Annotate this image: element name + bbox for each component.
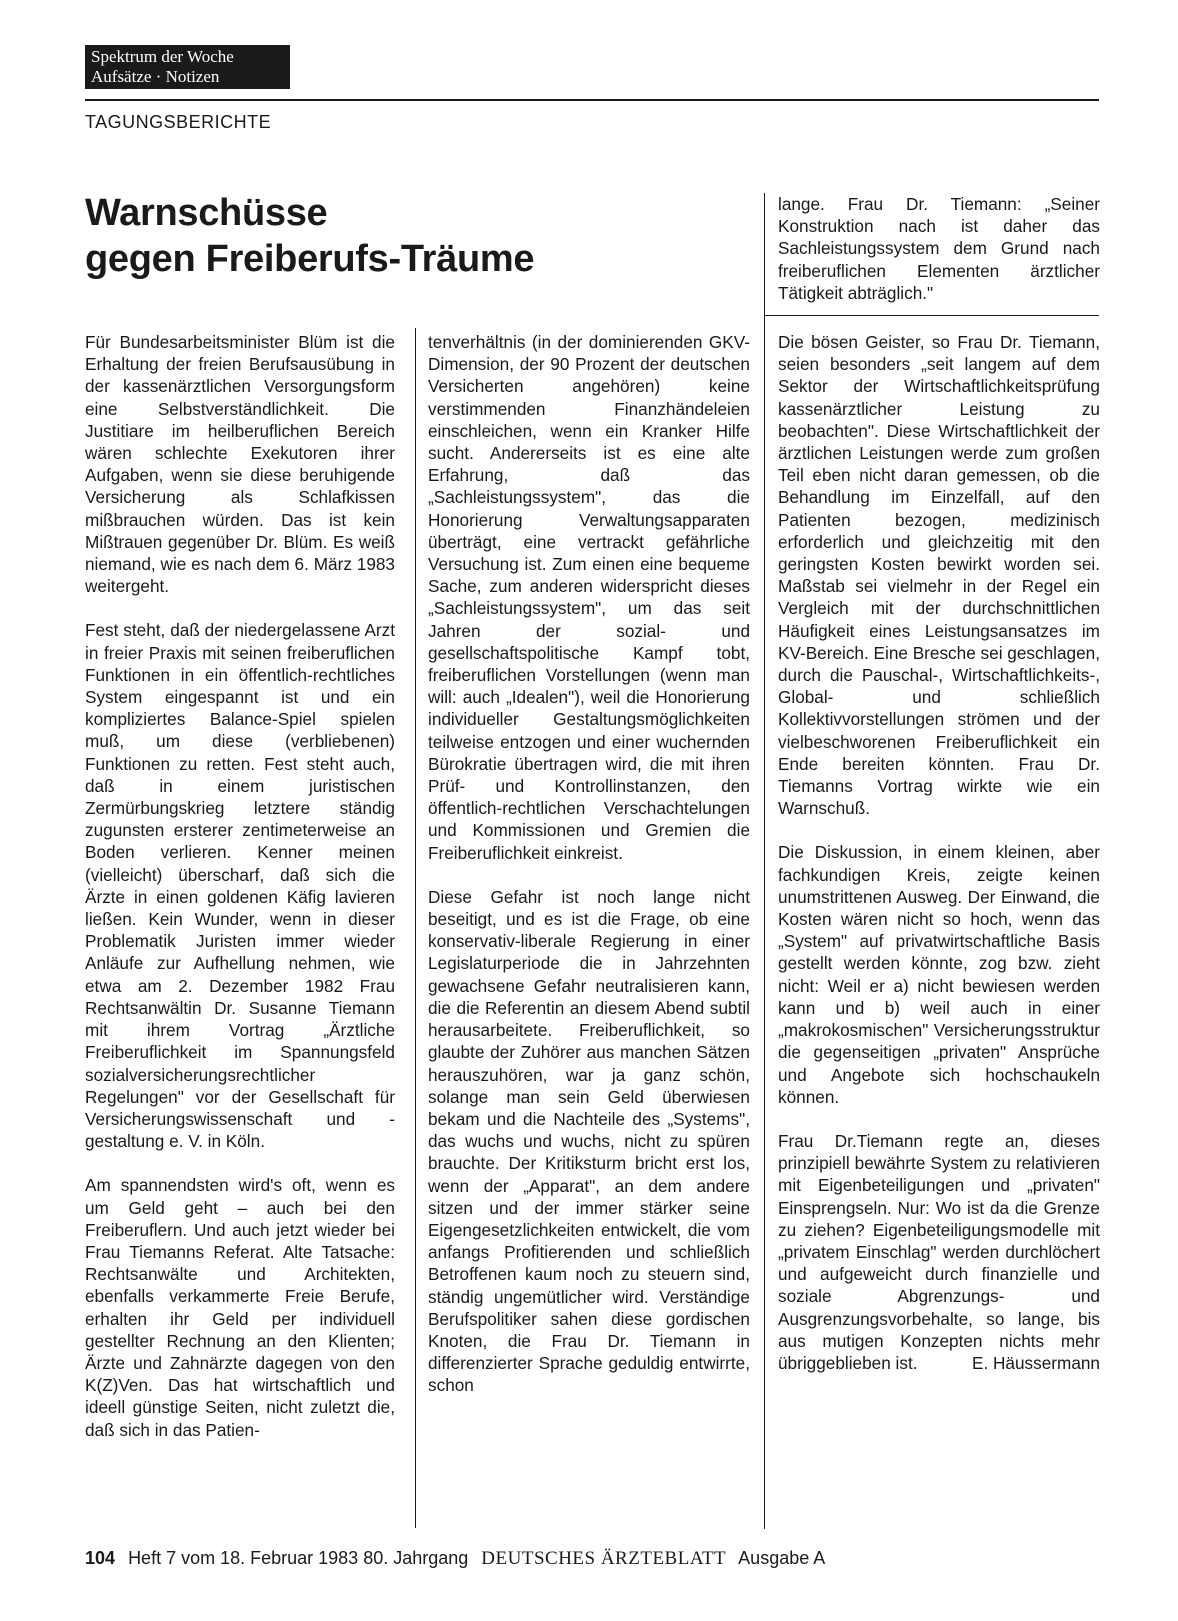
paragraph-text: Frau Dr.Tiemann regte an, dieses prinzipiell bewährte System zu relativieren mit Eigenbeteiligungen und „privaten" Einsprengseln. Nur: Wo ist da die Grenze zu ziehen? Eigenbeteiligungsmodelle mit „privatem Einschlag" werden durchlöchert und aufgeweicht durch finanzielle und soziale Abgrenzungs- und Ausgrenzungsvorbehalte, so lange, bis aus mutigen Konzepten nichts mehr übriggeblieben ist. <box>778 1130 1100 1373</box>
header-rule <box>85 99 1099 101</box>
column-3-rule <box>764 315 1099 316</box>
column-2 <box>428 331 750 1397</box>
section-badge <box>85 45 290 89</box>
page-footer <box>85 1548 1099 1570</box>
badge-line-2: Aufsätze · Notizen <box>91 67 220 86</box>
page-number: 104 <box>85 1548 116 1568</box>
section-label: TAGUNGSBERICHTE <box>85 112 272 132</box>
column-divider <box>415 328 416 1528</box>
paragraph: Die bösen Geister, so Frau Dr. Tiemann, seien besonders „seit langem auf dem Sektor der Wirtschaftlichkeitsprüfung kassenärztlicher Leistung zu beobachten". Diese Wirtschaftlichkeit der ärztlichen Leistungen werde zum großen Teil eben nicht daran gemessen, ob die Behandlung im Einzelfall, auf den Patienten bezogen, medizinisch erforderlich und gleichzeitig mit den geringsten Kosten bewirkt worden sei. Maßstab sei vielmehr in der Regel ein Vergleich mit der durchschnittlichen Häufigkeit eines Leistungsansatzes im KV-Bereich. Eine Bresche sei geschlagen, durch die Pauschal-, Wirtschaftlichkeits-, Global- und schließlich Kollektivvorstellungen strömen und der vielbeschworenen Freiberuflichkeit ein Ende bereiten könnten. Frau Dr. Tiemanns Vortrag wirkte wie ein Warnschuß. <box>778 332 1100 819</box>
edition-label: Ausgabe A <box>738 1548 826 1568</box>
author-signature: E. Häussermann <box>971 1352 1100 1373</box>
paragraph: Die Diskussion, in einem kleinen, aber fachkundigen Kreis, zeigte keinen unumstrittenen Ausweg. Der Einwand, die Kosten wären nicht so hoch, wenn das „System" auf privatwirtschaftliche Basis gestellt werden könnte, zog bzw. zieht nicht: Weil er a) nicht bewiesen werden kann und b) weil auch in einer „makrokosmischen" Versicherungsstruktur die gegenseitigen „privaten" Ansprüche und Angebote sich hochschaukeln können. <box>778 842 1100 1107</box>
paragraph: Fest steht, daß der niedergelassene Arzt in freier Praxis mit seinen freiberuflichen Funktionen in ein öffentlich-rechtliches System eingespannt ist und ein kompliziertes Balance-Spiel spielen muß, um diese (verbliebenen) Funktionen zu retten. Fest steht auch, daß in einem juristischen Zermürbungskrieg letztere ständig zugunsten ersterer zentimeterweise an Boden verlieren. Kenner meinen (vielleicht) überscharf, daß sich die Ärzte in einen goldenen Käfig lavieren ließen. Kein Wunder, wenn in dieser Problematik Juristen immer wieder Anläufe zur Aufhellung nehmen, wie etwa am 2. Dezember 1982 Frau Rechtsanwältin Dr. Susanne Tiemann mit ihrem Vortrag „Ärztliche Freiberuflichkeit im Spannungsfeld sozialversicherungsrechtlicher Regelungen" vor der Gesellschaft für Versicherungswissenschaft und -gestaltung e. V. in Köln. <box>85 620 395 1152</box>
paragraph: Diese Gefahr ist noch lange nicht beseitigt, und es ist die Frage, ob eine konservativ-liberale Regierung in einer Legislaturperiode die in Jahrzehnten gewachsene Gefahr neutralisieren kann, die die Referentin an diesem Abend subtil herausarbeitete. Freiberuflichkeit, so glaubte der Zuhörer aus manchen Sätzen herauszuhören, war ja ganz schön, solange man sein Geld überwiesen bekam und die Nachteile des „Systems", das wuchs und wuchs, nicht zu spüren brauchte. Der Kritiksturm bricht erst los, wenn der „Apparat", an dem andere sitzen und der immer stärker seine Eigengesetzlichkeiten entwickelt, die vom anfangs Profitierenden und schließlich Betroffenen kaum noch zu steuern sind, ständig ungemütlicher wird. Verständige Berufspolitiker sahen diese gordischen Knoten, die Frau Dr. Tiemann in differenzierter Sprache geduldig entwirrte, schon <box>428 886 750 1396</box>
issue-info: Heft 7 vom 18. Februar 1983 80. Jahrgang <box>128 1548 469 1568</box>
column-3-top <box>778 193 1100 304</box>
article-title <box>85 190 705 282</box>
column-3 <box>778 331 1100 1374</box>
paragraph: tenverhältnis (in der dominierenden GKV-Dimension, der 90 Prozent der deutschen Versicherten angehören) keine verstimmenden Finanzhändeleien einschleichen, wenn ein Kranker Hilfe sucht. Andererseits ist es eine alte Erfahrung, daß das „Sachleistungssystem", das die Honorierung Verwaltungsapparaten überträgt, eine vertrackt gefährliche Versuchung ist. Zum einen eine bequeme Sache, zum anderen widerspricht dieses „Sachleistungssystem", um das seit Jahren der sozial- und gesellschaftspolitische Kampf tobt, freiberuflichen Vorstellungen (wenn man will: auch „Idealen"), weil die Honorierung individueller Gestaltungsmöglichkeiten teilweise entzogen und einer wuchernden Bürokratie übertragen wird, die mit ihren Prüf- und Kontrollinstanzen, den öffentlich-rechtlichen Verschachtelungen und Kommissionen und Gremien die Freiberuflichkeit einkreist. <box>428 332 750 863</box>
journal-name: DEUTSCHES ÄRZTEBLATT <box>481 1548 727 1569</box>
title-line-2: gegen Freiberufs-Träume <box>85 238 535 280</box>
paragraph: Für Bundesarbeitsminister Blüm ist die Erhaltung der freien Berufsausübung in der kassenärztlichen Versorgungsform eine Selbstverständlichkeit. Die Justitiare im heilberuflichen Bereich wären schlechte Exekutoren ihrer Aufgaben, wenn sie diese beruhigende Versicherung als Schlafkissen mißbrauchen würden. Das ist kein Mißtrauen gegenüber Dr. Blüm. Es weiß niemand, wie es nach dem 6. März 1983 weitergeht. <box>85 332 395 597</box>
paragraph: Am spannendsten wird's oft, wenn es um Geld geht – auch bei den Freiberuflern. Und auch jetzt wieder bei Frau Tiemanns Referat. Alte Tatsache: Rechtsanwälte und Architekten, ebenfalls verkammerte Freie Berufe, erhalten ihr Geld per individuell gestellter Rechnung an den Klienten; Ärzte und Zahnärzte dagegen von den K(Z)Ven. Das hat wirtschaftlich und ideell günstige Seiten, nicht zuletzt die, daß sich in das Patien- <box>85 1175 395 1440</box>
column-1 <box>85 331 395 1441</box>
paragraph: lange. Frau Dr. Tiemann: „Seiner Konstruktion nach ist daher das Sachleistungssystem dem Grund nach freiberuflichen Elementen ärztlicher Tätigkeit abträglich." <box>778 194 1100 303</box>
column-divider <box>764 193 765 1529</box>
badge-line-1: Spektrum der Woche <box>91 47 234 66</box>
title-line-1: Warnschüsse <box>85 192 328 234</box>
paragraph <box>778 1130 1100 1374</box>
